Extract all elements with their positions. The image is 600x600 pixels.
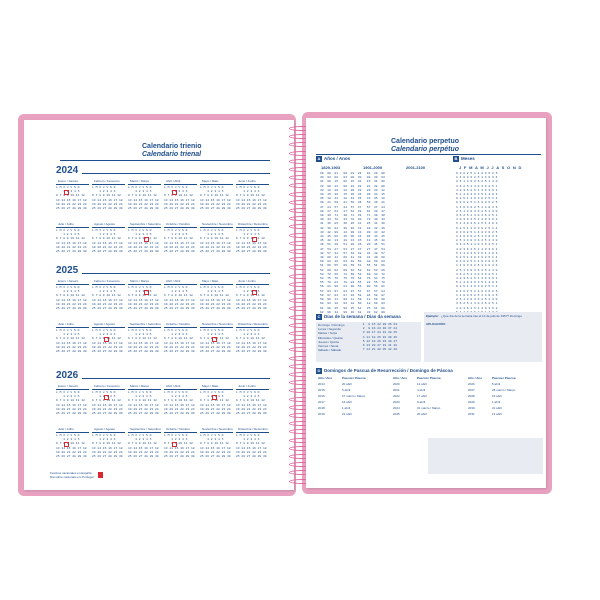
section-b-table: 0 3 6 2 5 1 4 0 3 6 2 5 1 4 0 3 6 2 5 1 4 0 3 6 2 5 1 4 0 3 6 2 5 1 4 0 3 6 2 5 1 4 0 3 6 2 5 1 4 0 3 6 2 5 1 4 0 3 6 2 5 1 4 0 3 6 2 5 1 4 0 3 6 2 5 1 4 0 3 6 2 5 1 4 0 3 6 2 5 1 4 0 3 6 2 5 1 4 0 3 6 2 5 1 4 0 3 6 2 5 1 4 0 3 6 2 5 1 4 0 3 6 2 5 1 4 0 3 6 2 5 1 4 0 3 6 2 5 1 4 0 3 6 2 5 1 4 0 3 6 2 5 1 4 0 3 6 2 5 1 4 0 3 6 2 5 1 4 0 3 6 2 5 1 4 0 3 6 2 5 1 4 0 3 6 2 5 1 4 0 3 6 2 5 1 4 0 3 6 2 5 1 4 0 3 6 2 5 1 4 0 3 6 2 5 1 4 0 3 6 2 5 1 4 0 3 6 2 5 1 4 0 3 6 2 5 1 4 0 3 6 2 5 1 4 0 3 6 2 5 1 4 0 3 6 2 5 1 4 0 3 6 2 5 1 4 0 3 6 2 5 1 4 0 3 6 2 5 1 4 0 3 6 2 5 1 4 0 3 6 2 5 1 4 0 3 6 2 5 1 4 0 3 6 2 5 1 4 0 3 6 2 5 1 4 0 3 6 2 5 1 4 0 3 6 2 5 1 4 0 3 6 2 5 1 4 0 3 6 2 5 1 4 0 3 6 2 5 1 4 0 3 6 2 5 1 4 0 3 6 2 5 1 4 0 3 6 2 5 1 4 0 3 6 2 5 1 4 0 3 6 2 5 1 4 0 3 6 2 5 1 4 0 3 6 2 [456,172,498,310]
month-day-grid: L M X J V S D 1 2 3 4 5 6 7 8 9 10 11 12 13 14 15 16 17 18 19 20 21 22 23 24 25 26 27 28 29 30 [164,229,195,254]
month-name: Mayo / Maio [202,179,219,183]
footer-note-portugal: Dia sobre nacionais em Portugal [50,475,94,479]
month-divider [200,284,233,285]
month-name: Junio / Junho [238,279,256,283]
month-divider [236,227,269,228]
month-name: Octubre / Outubro [166,322,191,326]
easter-col-date-head: Pascua / Páscoa [417,376,441,380]
month-divider [128,227,161,228]
month-name: Julio / Julho [58,222,74,226]
month-day-grid: L M X J V S D 1 2 3 4 5 6 7 8 9 10 11 12 13 14 15 16 17 18 19 20 21 22 23 24 25 26 27 28 29 30 [164,434,195,459]
month-day-grid: L M X J V S D 1 2 3 4 5 6 7 8 9 10 11 12 13 14 15 16 17 18 19 20 21 22 23 24 25 26 27 28 29 30 [92,434,123,459]
month-name: Febrero / Fevereiro [94,384,120,388]
month-name: Marzo / Março [130,179,150,183]
section-a-table: 29 00 01 00 01 29 01 29 00 30 03 08 03 08 30 08 30 03 31 06 15 06 15 31 15 31 06 32 09 22 09 22 32 22 32 09 33 12 29 12 29 33 29 33 12 34 15 36 15 36 34 36 34 15 35 18 43 18 43 35 43 35 18 36 21 50 21 50 36 50 36 21 37 24 57 24 57 37 57 37 24 38 27 64 27 64 38 64 38 27 39 30 71 30 71 39 71 39 30 40 33 78 33 78 40 78 40 33 41 36 85 36 85 41 85 41 36 42 39 92 39 92 42 92 42 39 43 42 99 42 99 43 99 43 42 44 45 06 45 06 44 06 44 45 45 48 13 48 13 45 13 45 48 46 51 20 51 20 46 20 46 51 47 54 27 54 27 47 27 47 54 48 57 34 57 34 48 34 48 57 49 60 41 60 41 49 41 49 60 50 63 48 63 48 50 48 50 63 51 66 55 66 55 51 55 51 66 52 69 62 69 62 52 62 52 69 53 72 69 72 69 53 69 53 72 54 75 76 75 76 54 76 54 75 55 78 83 78 83 55 83 55 78 56 81 90 81 90 56 90 56 81 57 84 97 84 97 57 97 57 84 58 87 04 87 04 58 04 58 87 59 90 11 90 11 59 11 59 90 60 93 18 93 18 60 18 60 93 61 96 25 96 25 61 25 61 96 62 99 32 99 32 62 32 62 99 [320,172,385,314]
month-day-grid: L M X J V S D 1 2 3 4 5 6 7 8 9 10 11 12 13 14 15 16 17 18 19 20 21 22 23 24 25 26 27 28 29 30 [92,391,123,416]
month-name: Febrero / Fevereiro [94,279,120,283]
month-day-grid: L M X J V S D 1 2 3 4 5 6 7 8 9 10 11 12 13 14 15 16 17 18 19 20 21 22 23 24 25 26 27 28 29 30 [92,329,123,354]
month-day-grid: L M X J V S D 1 2 3 4 5 6 7 8 9 10 11 12 13 14 15 16 17 18 19 20 21 22 23 24 25 26 27 28 29 30 [56,186,87,211]
month-name: Abril / Abril [166,384,181,388]
month-day-grid: L M X J V S D 1 2 3 4 5 6 7 8 9 10 11 12 13 14 15 16 17 18 19 20 21 22 23 24 25 26 27 28 29 30 [200,434,231,459]
easter-date: 21 abril [492,406,502,410]
month-divider [200,227,233,228]
year-rule [82,378,270,379]
month-divider [236,284,269,285]
month-name: Diciembre / Dezembro [238,427,268,431]
easter-year: 2022 [393,394,400,398]
left-title-rule [60,160,270,161]
easter-year: 2025 [393,412,400,416]
month-day-grid: L M X J V S D 1 2 3 4 5 6 7 8 9 10 11 12 13 14 15 16 17 18 19 20 21 22 23 24 25 26 27 28 29 30 [236,329,267,354]
month-name: Diciembre / Dezembro [238,222,268,226]
holiday-marker [104,337,109,342]
month-name: Julio / Julho [58,427,74,431]
easter-date: 21 abril [342,412,352,416]
footer-note-spain: Festivos nacionales en España [50,471,92,475]
month-divider [200,327,233,328]
aplicacion-label: APLICACIÓN: [426,322,446,326]
month-day-grid: L M X J V S D 1 2 3 4 5 6 7 8 9 10 11 12 13 14 15 16 17 18 19 20 21 22 23 24 25 26 27 28 29 30 [164,391,195,416]
month-divider [92,227,125,228]
month-day-grid: L M X J V S D 1 2 3 4 5 6 7 8 9 10 11 12 13 14 15 16 17 18 19 20 21 22 23 24 25 26 27 28 29 30 [56,434,87,459]
section-a-col-3: 2001-2100 [406,165,426,170]
easter-year: 2023 [393,400,400,404]
easter-date: 16 abril [342,400,352,404]
easter-year: 2030 [468,406,475,410]
month-day-grid: L M X J V S D 1 2 3 4 5 6 7 8 9 10 11 12 13 14 15 16 17 18 19 20 21 22 23 24 25 26 27 28 29 30 [56,391,87,416]
month-divider [236,184,269,185]
month-day-grid: L M X J V S D 1 2 3 4 5 6 7 8 9 10 11 12 13 14 15 16 17 18 19 20 21 22 23 24 25 26 27 28 29 30 [164,329,195,354]
section-c-label: Días de la semana / Dias da semana [324,314,401,319]
month-day-grid: L M X J V S D 1 2 3 4 5 6 7 8 9 10 11 12 13 14 15 16 17 18 19 20 21 22 23 24 25 26 27 28 29 30 [92,186,123,211]
month-day-grid: L M X J V S D 1 2 3 4 5 6 7 8 9 10 11 12 13 14 15 16 17 18 19 20 21 22 23 24 25 26 27 28 29 30 [236,434,267,459]
month-divider [92,389,125,390]
easter-date: 9 abril [417,400,426,404]
easter-date: 5 abril [342,388,351,392]
weekday-label: Viernes / Sexta [318,344,339,348]
holiday-marker [172,190,177,195]
easter-date: 27 marzo / Março [342,394,366,398]
month-name: Febrero / Fevereiro [94,179,120,183]
month-divider [128,284,161,285]
month-day-grid: L M X J V S D 1 2 3 4 5 6 7 8 9 10 11 12 13 14 15 16 17 18 19 20 21 22 23 24 25 26 27 28 29 30 [56,286,87,311]
easter-date: 12 abril [417,382,427,386]
section-b-label: Meses [461,156,475,161]
weekday-label: Martes / Terça [318,331,337,336]
month-name: Enero / Janeiro [58,179,79,183]
easter-col-year-head: Año / Ano [468,376,483,380]
month-divider [56,389,89,390]
month-divider [56,227,89,228]
month-day-grid: L M X J V S D 1 2 3 4 5 6 7 8 9 10 11 12 13 14 15 16 17 18 19 20 21 22 23 24 25 26 27 28 29 30 [128,391,159,416]
month-divider [128,184,161,185]
easter-year: 2014 [318,382,325,386]
month-divider [56,184,89,185]
month-name: Diciembre / Dezembro [238,322,268,326]
month-name: Noviembre / Novembro [202,322,233,326]
easter-year: 2024 [393,406,400,410]
easter-date: 20 abril [417,412,427,416]
holiday-marker [64,442,69,447]
year-label: 2026 [56,370,79,381]
easter-col-date-head: Pascua / Páscoa [342,376,366,380]
year-rule [82,173,270,174]
month-name: Abril / Abril [166,179,181,183]
month-day-grid: L M X J V S D 1 2 3 4 5 6 7 8 9 10 11 12 13 14 15 16 17 18 19 20 21 22 23 24 25 26 27 28 29 30 [236,391,267,416]
weekday-label: Miércoles / Quarta [318,335,343,340]
holiday-marker [212,337,217,342]
easter-col-year-head: Año / Ano [318,376,333,380]
month-name: Enero / Janeiro [58,279,79,283]
month-divider [200,432,233,433]
right-subtitle: Calendario perpétuo [391,146,460,153]
left-subtitle: Calendario trienal [142,151,202,158]
month-divider [92,284,125,285]
holiday-marker [64,190,69,195]
easter-col-date-head: Pascua / Páscoa [492,376,516,380]
month-day-grid: L M X J V S D 1 2 3 4 5 6 7 8 9 10 11 12 13 14 15 16 17 18 19 20 21 22 23 24 25 26 27 28 29 30 [56,229,87,254]
month-day-grid: L M X J V S D 1 2 3 4 5 6 7 8 9 10 11 12 13 14 15 16 17 18 19 20 21 22 23 24 25 26 27 28 29 30 [200,186,231,211]
month-name: Mayo / Maio [202,279,219,283]
month-name: Agosto / Agosto [94,222,116,226]
month-day-grid: L M X J V S D 1 2 3 4 5 6 7 8 9 10 11 12 13 14 15 16 17 18 19 20 21 22 23 24 25 26 27 28 29 30 [164,186,195,211]
holiday-marker [172,442,177,447]
month-divider [128,327,161,328]
month-name: Octubre / Outubro [166,222,191,226]
holiday-marker [144,237,149,242]
holiday-marker [252,237,257,242]
month-name: Septiembre / Setembro [130,322,161,326]
easter-year: 2027 [468,388,475,392]
easter-year: 2018 [318,406,325,410]
year-label: 2024 [56,165,79,176]
month-divider [236,327,269,328]
month-day-grid: L M X J V S D 1 2 3 4 5 6 7 8 9 10 11 12 13 14 15 16 17 18 19 20 21 22 23 24 25 26 27 28 29 30 [128,434,159,459]
year-label: 2025 [56,265,79,276]
year-rule [82,273,270,274]
month-day-grid: L M X J V S D 1 2 3 4 5 6 7 8 9 10 11 12 13 14 15 16 17 18 19 20 21 22 23 24 25 26 27 28 29 30 [236,229,267,254]
month-name: Octubre / Outubro [166,427,191,431]
section-a-col-1: 1829-1903 [321,165,341,170]
month-name: Abril / Abril [166,279,181,283]
month-name: Junio / Junho [238,384,256,388]
section-b-months: J F M A M J J A S O N D [459,165,523,170]
easter-year: 2028 [468,394,475,398]
month-day-grid: L M X J V S D 1 2 3 4 5 6 7 8 9 10 11 12 13 14 15 16 17 18 19 20 21 22 23 24 25 26 27 28 29 30 [236,286,267,311]
month-divider [200,184,233,185]
month-divider [56,284,89,285]
left-title: Calendario trienio [142,143,202,150]
month-name: Septiembre / Setembro [130,222,161,226]
easter-date: 31 marzo / Março [417,406,441,410]
easter-year: 2031 [468,412,475,416]
easter-date: 13 abril [492,412,502,416]
month-divider [164,327,197,328]
easter-year: 2026 [468,382,475,386]
month-day-grid: L M X J V S D 1 2 3 4 5 6 7 8 9 10 11 12 13 14 15 16 17 18 19 20 21 22 23 24 25 26 27 28 29 30 [128,286,159,311]
easter-date: 1 abril [342,406,351,410]
month-divider [164,184,197,185]
section-c-table: 1 8 15 22 29 36 43 2 9 16 23 30 37 44 3 10 17 24 31 38 45 4 11 18 25 32 39 46 5 12 19 26 33 40 47 6 13 20 27 34 41 48 7 14 21 28 35 42 49 [362,323,398,352]
section-a-badge: A [317,156,321,161]
month-name: Agosto / Agosto [94,322,116,326]
month-divider [128,432,161,433]
section-d-badge: D [317,368,321,373]
example-label: Ejemplo: [426,314,439,318]
month-day-grid: L M X J V S D 1 2 3 4 5 6 7 8 9 10 11 12 13 14 15 16 17 18 19 20 21 22 23 24 25 26 27 28 29 30 [128,329,159,354]
month-day-grid: L M X J V S D 1 2 3 4 5 6 7 8 9 10 11 12 13 14 15 16 17 18 19 20 21 22 23 24 25 26 27 28 29 30 [164,286,195,311]
month-day-grid: L M X J V S D 1 2 3 4 5 6 7 8 9 10 11 12 13 14 15 16 17 18 19 20 21 22 23 24 25 26 27 28 29 30 [56,329,87,354]
month-day-grid: L M X J V S D 1 2 3 4 5 6 7 8 9 10 11 12 13 14 15 16 17 18 19 20 21 22 23 24 25 26 27 28 29 30 [92,286,123,311]
easter-date: 28 marzo / Março [492,388,516,392]
easter-date: 16 abril [492,394,502,398]
month-divider [164,389,197,390]
easter-date: 5 abril [492,382,501,386]
section-d-side-table-bg [428,438,543,474]
spain-flag-marker [98,472,103,478]
easter-year: 2016 [318,394,325,398]
right-title-rule [316,154,541,155]
holiday-marker [104,395,109,400]
month-divider [56,327,89,328]
left-page [24,120,294,490]
month-divider [200,389,233,390]
month-divider [236,432,269,433]
easter-year: 2019 [318,412,325,416]
right-page [306,118,546,488]
example-text: ¿Qué día de la semana cae el 14 de julio de 1957? Domingo [441,314,522,318]
example-background [424,312,542,362]
month-divider [92,327,125,328]
easter-year: 2015 [318,388,325,392]
weekday-label: Jueves / Quinta [318,339,339,344]
section-d-label: Domingos de Pascua de Resurrección / Domingo de Páscoa [324,368,453,373]
easter-date: 1 abril [492,400,501,404]
month-name: Agosto / Agosto [94,427,116,431]
month-name: Marzo / Março [130,384,150,388]
month-divider [92,184,125,185]
weekday-label: Domingo / Domingo [318,323,345,327]
month-divider [164,432,197,433]
holiday-marker [212,395,217,400]
weekday-label: Lunes / Segunda [318,327,341,332]
month-divider [128,389,161,390]
month-name: Junio / Junho [238,179,256,183]
month-day-grid: L M X J V S D 1 2 3 4 5 6 7 8 9 10 11 12 13 14 15 16 17 18 19 20 21 22 23 24 25 26 27 28 29 30 [200,229,231,254]
easter-year: 2029 [468,400,475,404]
right-title: Calendario perpetuo [391,138,460,145]
month-name: Marzo / Março [130,279,150,283]
month-name: Mayo / Maio [202,384,219,388]
month-day-grid: L M X J V S D 1 2 3 4 5 6 7 8 9 10 11 12 13 14 15 16 17 18 19 20 21 22 23 24 25 26 27 28 29 30 [92,229,123,254]
easter-date: 20 abril [342,382,352,386]
month-name: Septiembre / Setembro [130,427,161,431]
section-a-col-2: 1901-2000 [363,165,383,170]
easter-date: 17 abril [417,394,427,398]
easter-year: 2020 [393,382,400,386]
holiday-marker [252,290,257,295]
month-day-grid: L M X J V S D 1 2 3 4 5 6 7 8 9 10 11 12 13 14 15 16 17 18 19 20 21 22 23 24 25 26 27 28 29 30 [200,329,231,354]
section-c-badge: C [317,314,321,319]
month-divider [236,389,269,390]
weekday-label: Sábado / Sábado [318,348,342,353]
month-day-grid: L M X J V S D 1 2 3 4 5 6 7 8 9 10 11 12 13 14 15 16 17 18 19 20 21 22 23 24 25 26 27 28 29 30 [200,391,231,416]
holiday-marker [144,290,149,295]
month-day-grid: L M X J V S D 1 2 3 4 5 6 7 8 9 10 11 12 13 14 15 16 17 18 19 20 21 22 23 24 25 26 27 28 29 30 [128,229,159,254]
month-day-grid: L M X J V S D 1 2 3 4 5 6 7 8 9 10 11 12 13 14 15 16 17 18 19 20 21 22 23 24 25 26 27 28 29 30 [128,186,159,211]
month-day-grid: L M X J V S D 1 2 3 4 5 6 7 8 9 10 11 12 13 14 15 16 17 18 19 20 21 22 23 24 25 26 27 28 29 30 [236,186,267,211]
month-divider [92,432,125,433]
easter-col-year-head: Año / Ano [393,376,408,380]
month-name: Noviembre / Novembro [202,222,233,226]
month-name: Julio / Julho [58,322,74,326]
month-divider [56,432,89,433]
easter-year: 2021 [393,388,400,392]
month-divider [164,284,197,285]
month-day-grid: L M X J V S D 1 2 3 4 5 6 7 8 9 10 11 12 13 14 15 16 17 18 19 20 21 22 23 24 25 26 27 28 29 30 [200,286,231,311]
section-a-label: Años / Anos [324,156,351,161]
easter-year: 2017 [318,400,325,404]
section-b-badge: B [454,156,458,161]
easter-date: 4 abril [417,388,426,392]
month-name: Enero / Janeiro [58,384,79,388]
month-name: Noviembre / Novembro [202,427,233,431]
month-divider [164,227,197,228]
